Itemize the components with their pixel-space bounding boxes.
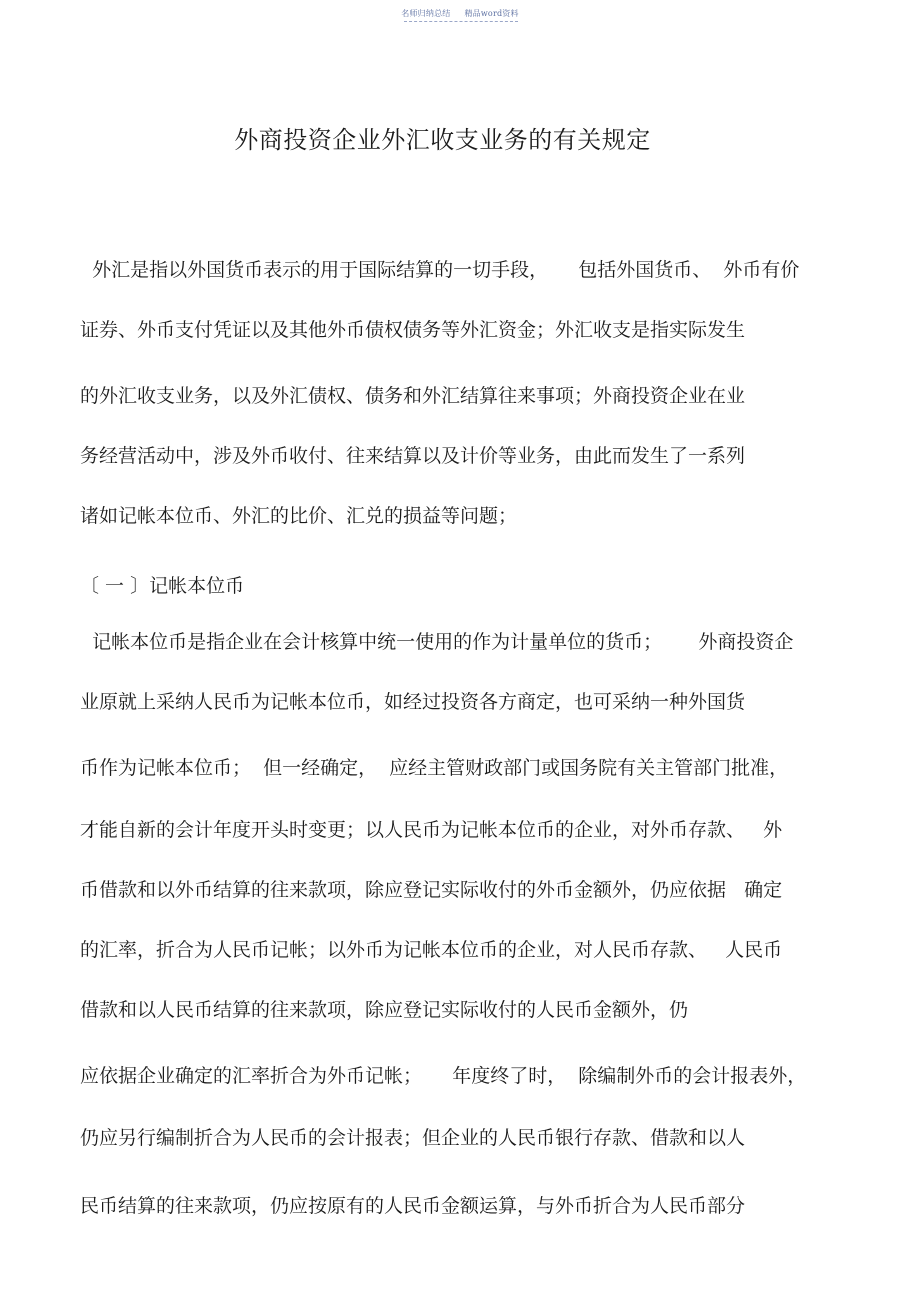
paragraph-line: 证券、外币支付凭证以及其他外币债权债务等外汇资金；外汇收支是指实际发生: [80, 319, 746, 341]
paragraph-line: 民币结算的往来款项，仍应按原有的人民币金额运算，与外币折合为人民币部分: [80, 1195, 746, 1217]
paragraph-line: 币借款和以外币结算的往来款项，除应登记实际收付的外币金额外，仍应依据 确定: [80, 879, 783, 901]
document-title: 外商投资企业外汇收支业务的有关规定: [234, 126, 651, 154]
header-left-text: 名师归纳总结: [401, 9, 451, 18]
header-right-text: 精品word资料: [464, 9, 519, 18]
paragraph-line: 外汇是指以外国货币表示的用于国际结算的一切手段， 包括外国货币、 外币有价: [80, 259, 800, 281]
paragraph-line: 务经营活动中，涉及外币收付、往来结算以及计价等业务，由此而发生了一系列: [80, 445, 746, 467]
paragraph-line: 的汇率，折合为人民币记帐；以外币为记帐本位币的企业，对人民币存款、 人民币: [80, 939, 783, 961]
paragraph-line: 的外汇收支业务，以及外汇债权、债务和外汇结算往来事项；外商投资企业在业: [80, 385, 746, 407]
paragraph-line: 应依据企业确定的汇率折合为外币记帐； 年度终了时， 除编制外币的会计报表外，: [80, 1065, 807, 1087]
page-header: [0, 8, 920, 19]
paragraph-line: 诸如记帐本位币、外汇的比价、汇兑的损益等问题；: [80, 505, 518, 527]
section-heading: 〔 一 〕记帐本位币: [80, 575, 245, 597]
header-divider: [404, 21, 518, 22]
paragraph-line: 业原就上采纳人民币为记帐本位币，如经过投资各方商定，也可采纳一种外国货: [80, 691, 746, 713]
paragraph-line: 仍应另行编制折合为人民币的会计报表；但企业的人民币银行存款、借款和以人: [80, 1127, 746, 1149]
paragraph-line: 币作为记帐本位币； 但一经确定， 应经主管财政部门或国务院有关主管部门批准，: [80, 757, 789, 779]
paragraph-line: 借款和以人民币结算的往来款项，除应登记实际收付的人民币金额外，仍: [80, 999, 689, 1021]
paragraph-line: 才能自新的会计年度开头时变更；以人民币为记帐本位币的企业，对外币存款、 外: [80, 819, 783, 841]
paragraph-line: 记帐本位币是指企业在会计核算中统一使用的作为计量单位的货币； 外商投资企: [80, 631, 794, 653]
